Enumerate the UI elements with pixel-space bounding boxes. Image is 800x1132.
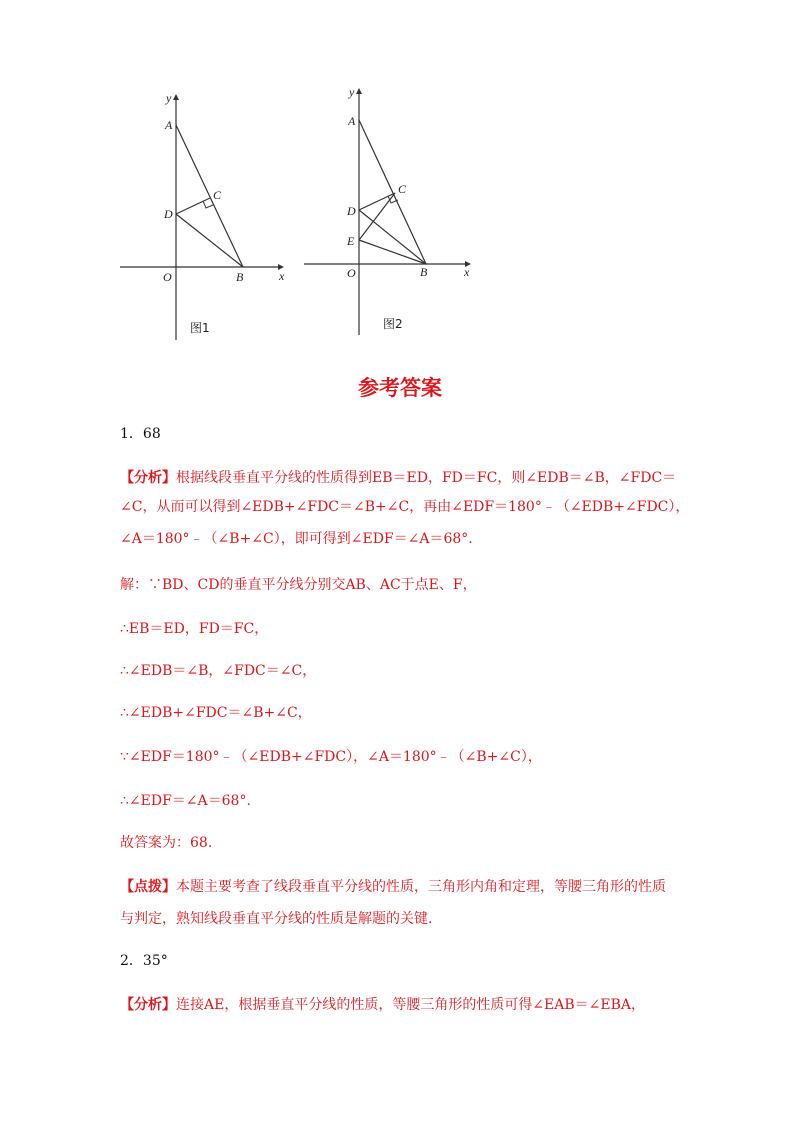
right-angle-mark	[203, 201, 213, 208]
label-c: C	[213, 188, 222, 202]
label-y: y	[166, 91, 172, 105]
y-axis-arrow	[356, 88, 362, 94]
figure-2-caption: 图2	[383, 317, 403, 331]
q1-tip-line-1	[120, 877, 680, 897]
q1-analysis-line-1	[120, 468, 680, 488]
q1-solution-step-5: ∵∠EDF＝180°﹣（∠EDB+∠FDC），∠A＝180°﹣（∠B+∠C），	[120, 749, 542, 765]
label-o: O	[347, 266, 356, 280]
q1-solution-step-3: ∴∠EDB＝∠B，∠FDC＝∠C，	[120, 663, 317, 679]
figure-2-diagram	[300, 80, 500, 350]
label-b: B	[420, 265, 428, 279]
segment-db	[176, 214, 243, 267]
figure-2	[300, 80, 500, 350]
segment-dc	[359, 193, 395, 210]
q1-analysis-tag: 【分析】	[120, 470, 176, 486]
q1-solution-step-6: ∴∠EDF＝∠A＝68°.	[120, 793, 251, 809]
q1-tip-line-2: 与判定，熟知线段垂直平分线的性质是解题的关键.	[120, 911, 433, 927]
label-c: C	[398, 182, 407, 196]
label-o: O	[163, 270, 172, 284]
label-d: D	[164, 207, 173, 221]
q1-analysis-line-3: ∠A＝180°﹣（∠B+∠C），即可得到∠EDF＝∠A＝68°.	[120, 531, 473, 547]
q2-number: 2．35°	[120, 953, 168, 969]
q1-number: 1．68	[120, 426, 161, 442]
label-e: E	[347, 234, 355, 248]
segment-db	[359, 210, 426, 264]
q2-analysis-line-1	[120, 995, 680, 1015]
q1-solution-step-2: ∴EB＝ED，FD＝FC，	[120, 621, 269, 637]
label-x: x	[464, 265, 470, 279]
q2-analysis-tag: 【分析】	[120, 997, 176, 1013]
segment-ab	[359, 120, 426, 264]
figures	[100, 80, 520, 350]
q1-analysis-text-1: 根据线段垂直平分线的性质得到EB＝ED，FD＝FC，则∠EDB＝∠B，∠FDC＝	[176, 470, 677, 486]
q1-solution-step-4: ∴∠EDB+∠FDC＝∠B+∠C，	[120, 705, 312, 721]
figure-1-caption: 图1	[190, 321, 210, 335]
segment-ab	[176, 125, 243, 267]
figure-1	[100, 80, 300, 350]
label-d: D	[347, 204, 356, 218]
section-title: 参考答案	[358, 376, 442, 400]
y-axis-arrow	[173, 94, 179, 100]
q1-tip-tag: 【点拨】	[120, 879, 176, 895]
label-x: x	[279, 269, 285, 283]
label-b: B	[236, 270, 244, 284]
figure-1-diagram	[100, 80, 300, 350]
q1-solution-step-1: 解：∵BD、CD的垂直平分线分别交AB、AC于点E、F，	[120, 577, 477, 593]
q2-analysis-text-1: 连接AE，根据垂直平分线的性质，等腰三角形的性质可得∠EAB＝∠EBA，	[176, 997, 646, 1013]
label-a: A	[348, 114, 356, 128]
q1-tip-text-1: 本题主要考查了线段垂直平分线的性质，三角形内角和定理，等腰三角形的性质	[176, 879, 666, 895]
q1-answer: 故答案为：68.	[120, 835, 213, 851]
q1-analysis-line-2: ∠C，从而可以得到∠EDB+∠FDC＝∠B+∠C，再由∠EDF＝180°﹣（∠EDB+∠FDC），	[120, 499, 690, 515]
label-y: y	[349, 85, 355, 99]
label-a: A	[165, 118, 173, 132]
